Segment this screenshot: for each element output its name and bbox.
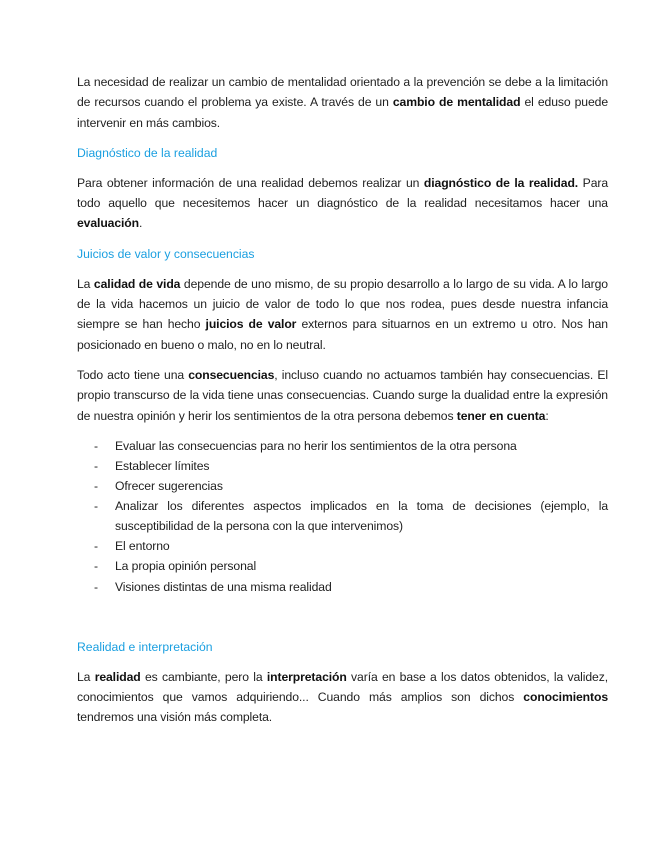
dash-bullet: - xyxy=(94,438,98,453)
text-run: La xyxy=(77,276,94,291)
text-run: es cambiante, pero la xyxy=(140,669,267,684)
bold-term: cambio de mentalidad xyxy=(392,95,521,110)
text-run: La xyxy=(77,669,95,684)
considerations-list xyxy=(77,436,608,597)
list-item xyxy=(77,496,608,536)
dash-bullet: - xyxy=(94,539,98,554)
text-run: tendremos una visión más completa. xyxy=(77,710,273,725)
text-run: Para obtener información de una realidad debemos realizar un xyxy=(77,175,424,190)
bold-term: consecuencias xyxy=(188,367,275,382)
dash-bullet: - xyxy=(94,559,98,574)
bold-term: juicios de valor xyxy=(205,317,297,332)
list-item-text: Establecer límites xyxy=(115,458,210,473)
list-item xyxy=(77,577,608,597)
text-run: : xyxy=(545,408,549,423)
text-run: el eduso puede intervenir en más cambios. xyxy=(77,95,608,130)
bold-term: diagnóstico de la realidad. xyxy=(423,175,579,190)
text-run: , incluso cuando no actuamos también hay consecuencias. El propio transcurso de la vida tiene unas consecuencias. Cuando surge la dualidad entre la expresión de nuestra opinión y herir los sentimientos de la otra persona debemos xyxy=(77,367,608,423)
intro-paragraph xyxy=(77,72,608,133)
juicios-paragraph-2 xyxy=(77,365,608,426)
dash-bullet: - xyxy=(94,458,98,473)
bold-term: calidad de vida xyxy=(93,276,181,291)
list-item-text: Analizar los diferentes aspectos implicados en la toma de decisiones (ejemplo, la susceptibilidad de la persona con la que intervenimos) xyxy=(115,499,608,534)
bold-term: tener en cuenta xyxy=(456,408,546,423)
dash-bullet: - xyxy=(94,579,98,594)
list-item xyxy=(77,556,608,576)
section-heading-juicios: Juicios de valor y consecuencias xyxy=(77,246,255,261)
realidad-paragraph xyxy=(77,667,608,728)
list-item xyxy=(77,536,608,556)
text-run: . xyxy=(139,216,143,231)
list-item-text: Visiones distintas de una misma realidad xyxy=(115,579,332,594)
bold-term: interpretación xyxy=(266,669,347,684)
bold-term: realidad xyxy=(94,669,141,684)
bold-term: evaluación xyxy=(77,216,139,231)
document-page xyxy=(77,72,608,728)
diagnostico-paragraph xyxy=(77,173,608,234)
bold-term: conocimientos xyxy=(523,689,608,704)
text-run: La necesidad de realizar un cambio de mentalidad orientado a la prevención se debe a la limitación de recursos cuando el problema ya existe. A través de un xyxy=(77,75,608,110)
text-run: varía en base a los datos obtenidos, la validez, conocimientos que vamos adquiriendo... Cuando más amplios son dichos xyxy=(77,669,608,704)
list-item-text: Ofrecer sugerencias xyxy=(115,479,223,494)
juicios-paragraph-1 xyxy=(77,274,608,355)
dash-bullet: - xyxy=(94,479,98,494)
section-heading-realidad: Realidad e interpretación xyxy=(77,639,213,654)
list-item-text: Evaluar las consecuencias para no herir los sentimientos de la otra persona xyxy=(115,438,517,453)
list-item xyxy=(77,456,608,476)
list-item-text: La propia opinión personal xyxy=(115,559,257,574)
text-run: externos para situarnos en un extremo u otro. Nos han posicionado en bueno o malo, no en lo neutral. xyxy=(77,317,608,352)
text-run: depende de uno mismo, de su propio desarrollo a lo largo de su vida. A lo largo de la vida hacemos un juicio de valor de todo lo que nos rodea, pues desde nuestra infancia siempre se han hecho xyxy=(77,276,608,332)
list-item-text: El entorno xyxy=(115,539,170,554)
dash-bullet: - xyxy=(94,499,98,514)
list-item xyxy=(77,436,608,456)
section-heading-diagnostico: Diagnóstico de la realidad xyxy=(77,145,218,160)
text-run: Para todo aquello que necesitemos hacer un diagnóstico de la realidad necesitamos hacer una xyxy=(77,175,609,211)
text-run: Todo acto tiene una xyxy=(77,367,189,382)
list-item xyxy=(77,476,608,496)
